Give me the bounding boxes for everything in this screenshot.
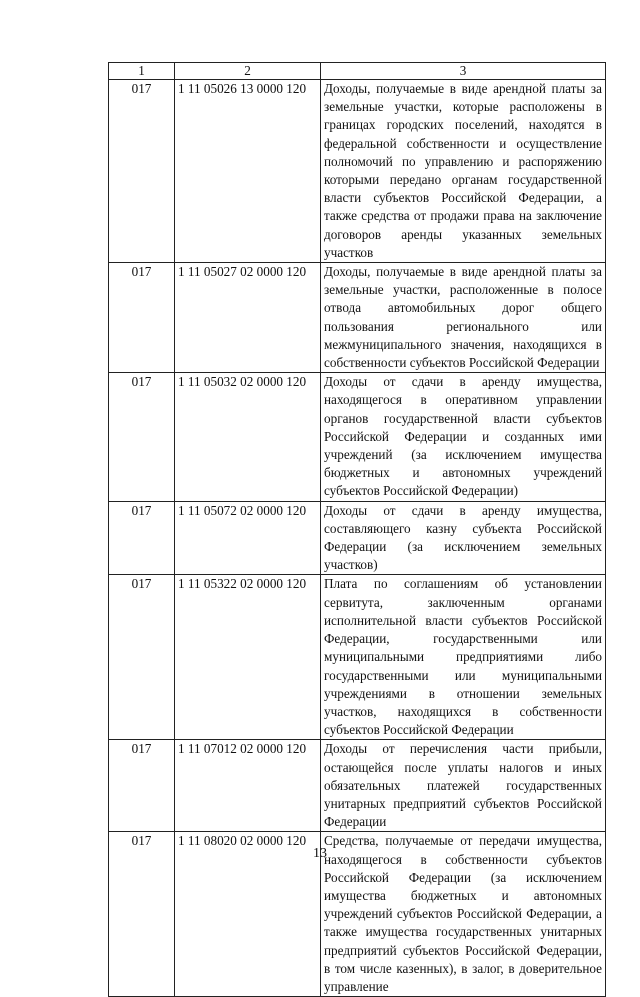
description-cell: Доходы, получаемые в виде арендной платы за земельные участки, расположенные в полосе отвода автомобильных дорог общего пользования регионального или межмуниципального значения, находящихся в собственности субъектов Российской Федерации [321, 263, 606, 373]
admin-code-cell: 017 [109, 80, 175, 263]
revenue-code-cell: 1 11 08020 02 0000 120 [175, 832, 321, 997]
column-header-1: 1 [109, 63, 175, 80]
revenue-code-cell: 1 11 05026 13 0000 120 [175, 80, 321, 263]
revenue-code-cell: 1 11 05032 02 0000 120 [175, 373, 321, 501]
admin-code-cell: 017 [109, 501, 175, 575]
table-row [109, 575, 606, 740]
admin-code-cell: 017 [109, 832, 175, 997]
table-row [109, 501, 606, 575]
revenue-code-cell: 1 11 05322 02 0000 120 [175, 575, 321, 740]
table-header-row [109, 63, 606, 80]
description-cell: Доходы, получаемые в виде арендной платы за земельные участки, которые расположены в границах городских поселений, находятся в федеральной собственности и осуществление полномочий по управлению и распоряжению которыми передано органам государственной власти субъектов Российской Федерации, а также средства от продажи права на заключение договоров аренды указанных земельных участков [321, 80, 606, 263]
revenue-code-cell: 1 11 05027 02 0000 120 [175, 263, 321, 373]
description-cell: Доходы от сдачи в аренду имущества, находящегося в оперативном управлении органов государственной власти субъектов Российской Федерации и созданных ими учреждений (за исключением имущества бюджетных и автономных учреждений субъектов Российской Федерации) [321, 373, 606, 501]
description-cell: Доходы от перечисления части прибыли, остающейся после уплаты налогов и иных обязательных платежей государственных унитарных предприятий субъектов Российской Федерации [321, 740, 606, 832]
page-number: 13 [313, 846, 327, 861]
table-row [109, 263, 606, 373]
admin-code-cell: 017 [109, 263, 175, 373]
revenue-code-cell: 1 11 05072 02 0000 120 [175, 501, 321, 575]
admin-code-cell: 017 [109, 740, 175, 832]
revenue-code-cell: 1 11 07012 02 0000 120 [175, 740, 321, 832]
description-cell: Средства, получаемые от передачи имущества, находящегося в собственности субъектов Российской Федерации (за исключением имущества бюджетных и автономных учреждений субъектов Российской Федерации, а также имущества государственных унитарных предприятий субъектов Российской Федерации, в том числе казенных), в залог, в доверительное управление [321, 832, 606, 997]
table-row [109, 740, 606, 832]
admin-code-cell: 017 [109, 373, 175, 501]
table-header [109, 63, 606, 80]
admin-code-cell: 017 [109, 575, 175, 740]
column-header-3: 3 [321, 63, 606, 80]
description-cell: Доходы от сдачи в аренду имущества, составляющего казну субъекта Российской Федерации (за исключением земельных участков) [321, 501, 606, 575]
column-header-2: 2 [175, 63, 321, 80]
table-row [109, 80, 606, 263]
table-row [109, 373, 606, 501]
description-cell: Плата по соглашениям об установлении сервитута, заключенным органами исполнительной власти субъектов Российской Федерации, государственными или муниципальными предприятиями либо государственными или муниципальными учреждениями в отношении земельных участков, находящихся в собственности субъектов Российской Федерации [321, 575, 606, 740]
